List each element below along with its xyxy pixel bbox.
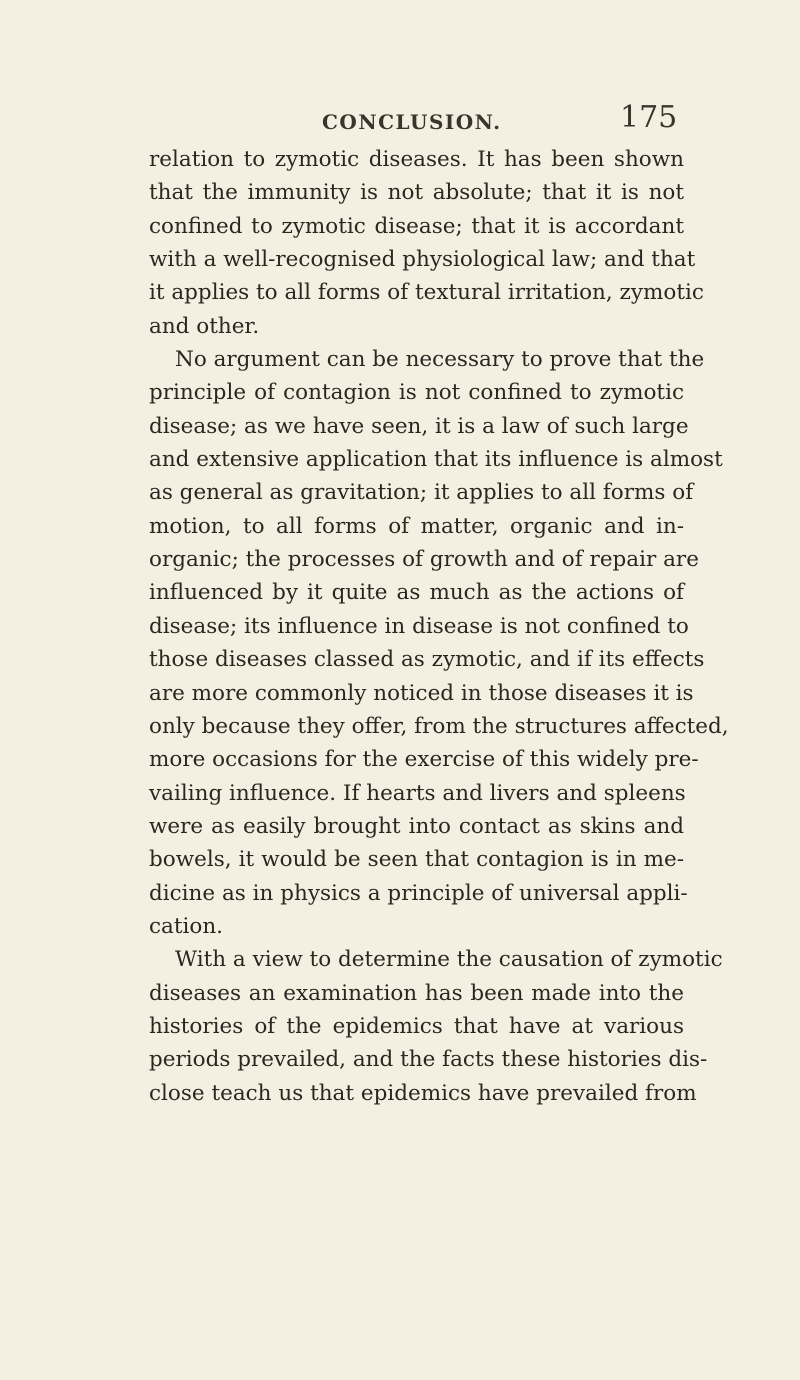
text-line: motion, to all forms of matter, organic and in- [149,513,684,539]
text-line: No argument can be necessary to prove that the [175,347,705,373]
paragraph-2 [149,343,729,943]
text-line: only because they offer, from the structures affected, [149,713,729,739]
text-line: are more commonly noticed in those diseases it is [149,680,694,706]
text-line: close teach us that epidemics have prevailed from [149,1080,697,1106]
text-line: diseases an examination has been made into the [149,980,684,1006]
running-head [0,86,800,136]
text-line: and other. [149,313,260,339]
paragraph-3 [149,943,723,1110]
text-line: cation. [149,913,224,939]
text-line: and extensive application that its influence is almost [149,447,723,473]
text-line: vailing influence. If hearts and livers and spleens [149,780,686,806]
text-line: relation to zymotic diseases. It has been shown [149,147,684,172]
text-line: with a well-recognised physiological law; and that [149,247,696,273]
text-line: as general as gravitation; it applies to all forms of [149,480,694,506]
paragraph-1 [149,143,704,343]
text-line: organic; the processes of growth and of repair are [149,547,699,573]
text-line: disease; as we have seen, it is a law of such large [149,413,689,439]
text-line: With a view to determine the causation of zymotic [175,947,723,973]
body-text [149,143,729,1110]
text-line: influenced by it quite as much as the actions of [149,580,684,606]
text-line: that the immunity is not absolute; that it is not [149,180,684,206]
text-line: it applies to all forms of textural irritation, zymotic [149,280,704,306]
text-line: bowels, it would be seen that contagion is in me- [149,847,684,873]
text-line: dicine as in physics a principle of universal appli- [149,880,688,906]
running-title: CONCLUSION. [322,110,502,134]
text-line: periods prevailed, and the facts these histories dis- [149,1047,708,1073]
page-number: 175 [620,100,678,135]
text-line: were as easily brought into contact as skins and [149,813,684,839]
text-line: histories of the epidemics that have at various [149,1013,684,1039]
text-line: more occasions for the exercise of this widely pre- [149,747,699,773]
text-line: principle of contagion is not confined to zymotic [149,380,684,406]
text-line: disease; its influence in disease is not confined to [149,613,689,639]
text-line: confined to zymotic disease; that it is accordant [149,213,684,239]
text-line: those diseases classed as zymotic, and if its effects [149,647,705,673]
